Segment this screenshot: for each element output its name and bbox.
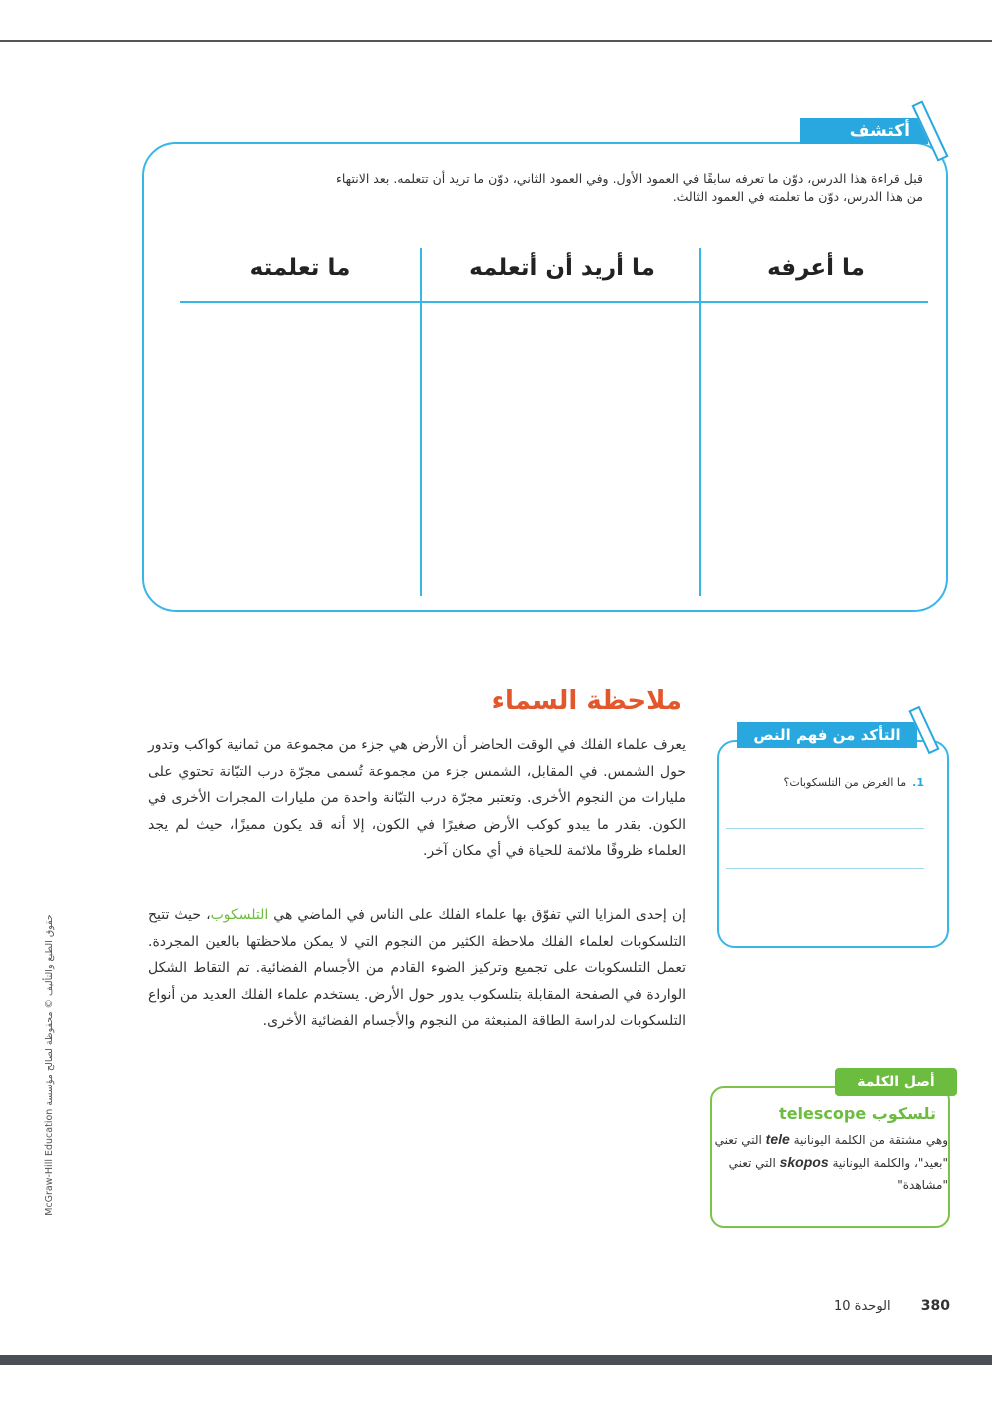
copyright-credit: McGraw-Hill Education حقوق الطبع والتأليف © محفوظة لصالح مؤسسة <box>44 914 55 1216</box>
bottom-bar <box>0 1355 992 1365</box>
kwl-divider-2 <box>420 248 422 596</box>
answer-line[interactable] <box>726 828 924 829</box>
reading-check-box <box>717 740 949 948</box>
kwl-instructions-line1: قبل قراءة هذا الدرس، دوّن ما تعرفه سابقًا في العمود الأول. وفي العمود الثاني، دوّن ما تريد أن تتعلمه. بعد الانتهاء <box>336 171 923 186</box>
page-footer <box>780 1298 950 1314</box>
kwl-box <box>142 142 948 612</box>
explore-tab: أكتشف <box>800 118 928 144</box>
greek-word-tele: tele <box>765 1131 790 1147</box>
word-origin-term-ar: تلسكوب <box>871 1104 936 1123</box>
top-rule <box>0 40 992 42</box>
kwl-instructions <box>168 170 923 206</box>
kwl-column-want: ما أريد أن أتعلمه <box>469 255 655 281</box>
vocabulary-term-telescope: التلسكوب <box>210 907 269 923</box>
origin-text-part3: التي تعني "مشاهدة" <box>728 1156 948 1192</box>
kwl-header-rule <box>180 301 928 303</box>
unit-label: الوحدة 10 <box>833 1299 891 1314</box>
question-number: 1. <box>912 776 924 789</box>
reading-check-tab: التأكد من فهم النص <box>737 722 917 748</box>
paragraph-2-end: ، حيث تتيح التلسكوبات لعلماء الفلك ملاحظة الكثير من النجوم التي لا يمكن ملاحظتها بالعين المجردة. تعمل التلسكوبات على تجميع وتركيز الضوء القادم من الأجسام الفضائية. تم التقاط الشكل الواردة في الصفحة المقابلة بتلسكوب يدور حول الأرض. يستخدم علماء الفلك العديد من أنواع التلسكوبات لدراسة الطاقة المنبعثة من النجوم والأجسام الفضائية الأخرى. <box>148 907 686 1029</box>
reading-check-question <box>728 776 924 789</box>
kwl-instructions-line2: من هذا الدرس، دوّن ما تعلمته في العمود الثالث. <box>672 189 923 204</box>
page-number: 380 <box>920 1298 950 1314</box>
greek-word-skopos: skopos <box>779 1154 829 1170</box>
kwl-divider-1 <box>699 248 701 596</box>
paragraph-2-start: إن إحدى المزايا التي تفوّق بها علماء الفلك على الناس في الماضي هي <box>268 907 686 923</box>
origin-text-part1: وهي مشتقة من الكلمة اليونانية <box>793 1133 948 1147</box>
paragraph-2 <box>148 902 686 1035</box>
answer-line[interactable] <box>726 868 924 869</box>
section-title: ملاحظة السماء <box>491 686 682 716</box>
paragraph-1: يعرف علماء الفلك في الوقت الحاضر أن الأرض هي جزء من مجموعة من ثمانية كواكب وتدور حول الشمس. في المقابل، الشمس جزء من مجموعة تُسمى مجرّة درب التبّانة تحتوي على مليارات من النجوم الأخرى. وتعتبر مجرّة درب التبّانة واحدة من مليارات المجرات الأخرى في الكون. بقدر ما يبدو كوكب الأرض صغيرًا في الكون، إلا أنه قد يكون مميزًا، حيث لم يجد العلماء ظروفًا ملائمة للحياة في أي مكان آخر. <box>148 737 686 859</box>
word-origin-text <box>712 1128 948 1196</box>
word-origin-term-en: telescope <box>779 1104 867 1123</box>
kwl-column-learned: ما تعلمته <box>249 255 351 281</box>
question-text: ما الغرض من التلسكوبات؟ <box>783 776 907 789</box>
kwl-column-know: ما أعرفه <box>767 255 865 281</box>
word-origin-term <box>722 1104 936 1123</box>
word-origin-tab: أصل الكلمة <box>835 1068 957 1096</box>
origin-text-part2: التي تعني "بعيد"، والكلمة اليونانية <box>714 1133 948 1170</box>
